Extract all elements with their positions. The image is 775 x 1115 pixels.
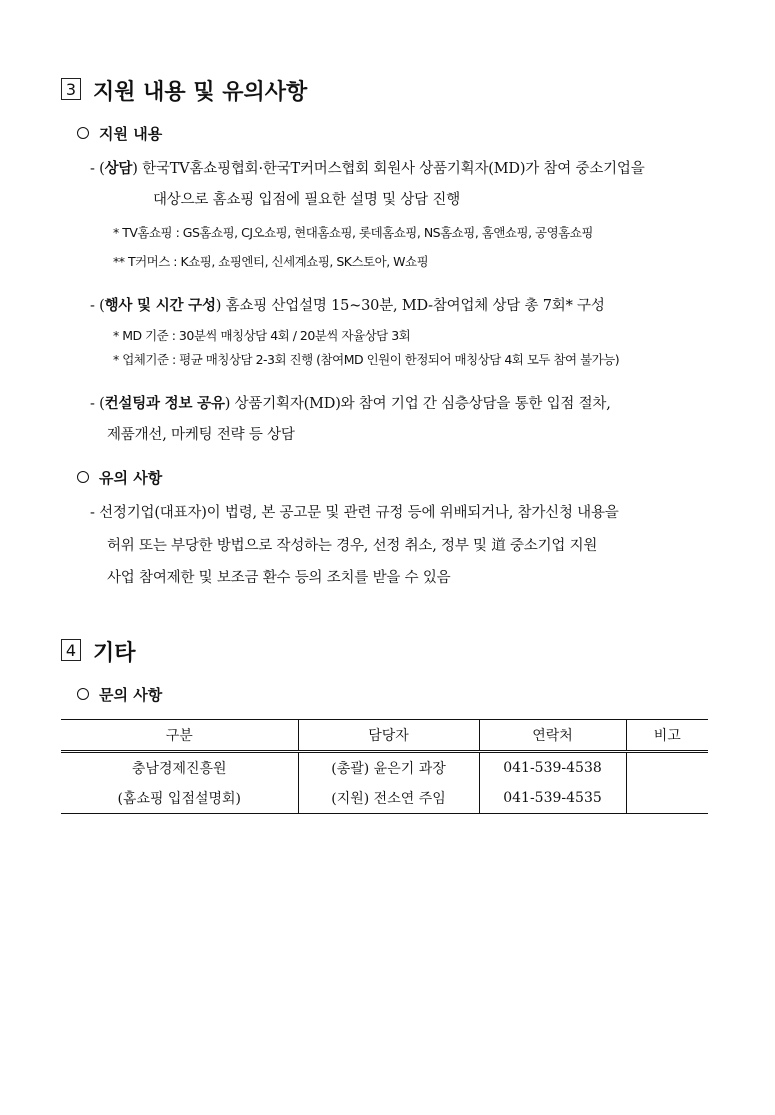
note-tv-homeshopping: * TV홈쇼핑 : GS홈쇼핑, CJ오쇼핑, 현대홈쇼핑, 롯데홈쇼핑, NS홈쇼핑, 홈앤쇼핑, 공영홈쇼핑 bbox=[113, 225, 593, 240]
column-header: 구분 bbox=[61, 720, 298, 752]
caution-line-3: 사업 참여제한 및 보조금 환수 등의 조치를 받을 수 있음 bbox=[107, 570, 451, 586]
support-heading-text: 지원 내용 bbox=[99, 125, 163, 143]
note-company-basis: * 업체기준 : 평균 매칭상담 2-3회 진행 (참여MD 인원이 한정되어 매칭상담 4회 모두 참여 불가능) bbox=[113, 352, 620, 367]
dash-bullet: - bbox=[90, 161, 95, 177]
support-item-consulting bbox=[90, 392, 611, 413]
table-cell: 041-539-4538 bbox=[479, 752, 626, 784]
section-number-box: 4 bbox=[61, 639, 81, 661]
note-t-commerce: ** T커머스 : K쇼핑, 쇼핑엔티, 신세계쇼핑, SK스토아, W쇼핑 bbox=[113, 254, 429, 269]
paren-open: ( bbox=[99, 396, 105, 412]
paren-open: ( bbox=[99, 161, 105, 177]
caution-heading-text: 유의 사항 bbox=[99, 469, 163, 487]
paren-close: ) bbox=[224, 396, 231, 412]
column-header: 담당자 bbox=[298, 720, 479, 752]
item-label: 컨설팅과 정보 공유 bbox=[104, 395, 225, 412]
support-item-consulting-cont: 제품개선, 마케팅 전략 등 상담 bbox=[107, 427, 295, 443]
support-heading bbox=[77, 123, 162, 144]
column-header: 비고 bbox=[626, 720, 708, 752]
contact-table bbox=[61, 719, 708, 814]
note-md-basis: * MD 기준 : 30분씩 매칭상담 4회 / 20분씩 자율상담 3회 bbox=[113, 328, 411, 343]
column-header: 연락처 bbox=[479, 720, 626, 752]
item-text: 한국TV홈쇼핑협회·한국T커머스협회 회원사 상품기획자(MD)가 참여 중소기업을 bbox=[137, 161, 645, 177]
circle-bullet-icon bbox=[77, 127, 89, 139]
inquiry-heading-text: 문의 사항 bbox=[99, 686, 163, 704]
dash-bullet: - bbox=[90, 505, 95, 521]
item-label: 행사 및 시간 구성 bbox=[104, 297, 216, 314]
paren-open: ( bbox=[99, 298, 105, 314]
table-row bbox=[61, 752, 708, 784]
support-item-consult bbox=[90, 157, 645, 178]
circle-bullet-icon bbox=[77, 471, 89, 483]
caution-text: 선정기업(대표자)이 법령, 본 공고문 및 관련 규정 등에 위배되거나, 참가신청 내용을 bbox=[99, 505, 619, 521]
table-cell bbox=[626, 752, 708, 784]
paren-close: ) bbox=[215, 298, 222, 314]
section-title: 기타 bbox=[93, 641, 136, 666]
section-title: 지원 내용 및 유의사항 bbox=[93, 80, 308, 105]
dash-bullet: - bbox=[90, 298, 95, 314]
caution-heading bbox=[77, 467, 162, 488]
table-cell: 041-539-4535 bbox=[479, 783, 626, 814]
support-item-consult-cont: 대상으로 홈쇼핑 입점에 필요한 설명 및 상담 진행 bbox=[153, 192, 461, 208]
item-text: 홈쇼핑 산업설명 15~30분, MD-참여업체 상담 총 7회* 구성 bbox=[221, 298, 605, 314]
table-header-row bbox=[61, 720, 708, 752]
table-cell: 충남경제진흥원 bbox=[131, 761, 227, 777]
inquiry-heading bbox=[77, 684, 162, 705]
table-cell: (홈쇼핑 입점설명회) bbox=[61, 783, 298, 814]
table-cell bbox=[626, 783, 708, 814]
caution-line-2: 허위 또는 부당한 방법으로 작성하는 경우, 선정 취소, 정부 및 道 중소기업 지원 bbox=[107, 538, 598, 554]
item-text: 상품기획자(MD)와 참여 기업 간 심층상담을 통한 입점 절차, bbox=[230, 396, 611, 412]
item-label: 상담 bbox=[104, 160, 133, 177]
paren-close: ) bbox=[132, 161, 138, 177]
table-row bbox=[61, 783, 708, 814]
table-cell: (지원) 전소연 주임 bbox=[298, 783, 479, 814]
dash-bullet: - bbox=[90, 396, 95, 412]
section-number-box: 3 bbox=[61, 78, 81, 100]
caution-line-1 bbox=[90, 501, 619, 522]
support-item-event bbox=[90, 294, 605, 315]
circle-bullet-icon bbox=[77, 688, 89, 700]
table-cell: (총괄) 윤은기 과장 bbox=[298, 752, 479, 784]
